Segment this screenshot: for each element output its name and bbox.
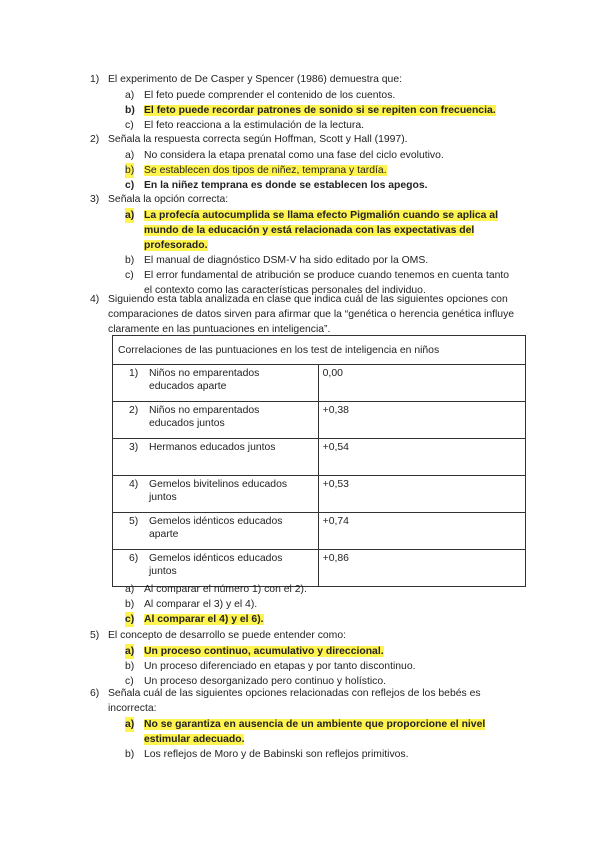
correlation-table (112, 335, 526, 587)
option-correct (125, 612, 530, 627)
option-text: Los reflejos de Moro y de Babinski son reflejos primitivos. (144, 749, 409, 760)
option-highlighted (125, 163, 530, 178)
option (125, 253, 520, 268)
question-text: Señala la respuesta correcta según Hoffman, Scott y Hall (1997). (108, 134, 408, 145)
option (125, 148, 530, 163)
option-letter: a) (125, 719, 135, 730)
question-6 (90, 686, 530, 762)
row-value: +0,86 (318, 550, 525, 587)
option (125, 178, 530, 193)
row-label: Niños no emparentados educados aparte (149, 368, 260, 392)
option-text: Se establecen dos tipos de niñez, temprana y tardía. (144, 165, 387, 176)
option-text: El error fundamental de atribución se produce cuando tenemos en cuenta tanto el contexto como las características personales del individuo. (144, 270, 510, 296)
option (125, 582, 530, 597)
question-2 (90, 132, 530, 193)
option (125, 597, 530, 612)
question-number: 2) (90, 134, 100, 145)
question-text: Señala cuál de las siguientes opciones relacionadas con reflejos de los bebés es incorrecta: (108, 688, 481, 714)
question-text: El experimento de De Casper y Spencer (1986) demuestra que: (108, 74, 402, 85)
row-label: Hermanos educados juntos (149, 442, 276, 453)
option-letter: c) (125, 270, 134, 281)
row-number: 2) (129, 405, 139, 416)
option-text: El manual de diagnóstico DSM-V ha sido editado por la OMS. (144, 255, 429, 266)
option (125, 88, 530, 103)
question-text: El concepto de desarrollo se puede entender como: (108, 630, 346, 641)
table-header: Correlaciones de las puntuaciones en los test de inteligencia en niños (113, 336, 526, 365)
question-3 (90, 192, 530, 298)
row-label: Niños no emparentados educados juntos (149, 405, 260, 429)
question-text: Siguiendo esta tabla analizada en clase que indica cuál de las siguientes opciones con comparaciones de datos sirven para afirmar que la “genética o herencia genética influye claramente en las puntuaciones en inteligencia”. (108, 294, 515, 335)
row-number: 3) (129, 442, 139, 453)
option-letter: a) (125, 150, 135, 161)
option-letter: c) (125, 614, 135, 625)
option-text: No considera la etapa prenatal como una fase del ciclo evolutivo. (144, 150, 444, 161)
question-number: 1) (90, 74, 100, 85)
row-value: +0,74 (318, 513, 525, 550)
row-label: Gemelos idénticos educados aparte (149, 516, 283, 540)
table-row (113, 402, 526, 439)
option-text: En la niñez temprana es donde se establecen los apegos. (144, 180, 428, 191)
row-number: 6) (129, 553, 139, 564)
option-text: Al comparar el 4) y el 6). (144, 614, 264, 625)
option (125, 659, 530, 674)
row-label: Gemelos idénticos educados juntos (149, 553, 283, 577)
option-letter: b) (125, 255, 135, 266)
question-number: 6) (90, 688, 100, 699)
option-correct (125, 644, 530, 659)
option-text: Un proceso continuo, acumulativo y direccional. (144, 646, 384, 657)
option-text: La profecía autocumplida se llama efecto Pigmalión cuando se aplica al mundo de la educación y está relacionada con las expectativas del profesorado. (144, 210, 498, 251)
option-text: El feto puede comprender el contenido de los cuentos. (144, 90, 396, 101)
row-number: 4) (129, 479, 139, 490)
table-row (113, 439, 526, 476)
question-text: Señala la opción correcta: (108, 194, 229, 205)
option-text: Un proceso desorganizado pero continuo y holístico. (144, 676, 387, 687)
option-text: Al comparar el número 1) con el 2). (144, 584, 307, 595)
question-4 (90, 292, 530, 337)
row-value: 0,00 (318, 365, 525, 402)
row-value: +0,54 (318, 439, 525, 476)
row-number: 5) (129, 516, 139, 527)
row-value: +0,38 (318, 402, 525, 439)
table-row (113, 365, 526, 402)
question-5 (90, 628, 530, 689)
option-letter: a) (125, 90, 135, 101)
table-row (113, 550, 526, 587)
option-letter: b) (125, 599, 135, 610)
option-text: El feto reacciona a la estimulación de la lectura. (144, 120, 365, 131)
option-letter: b) (125, 661, 135, 672)
option-letter: c) (125, 120, 134, 131)
question-number: 5) (90, 630, 100, 641)
row-label: Gemelos bivitelinos educados juntos (149, 479, 288, 503)
table-row (113, 513, 526, 550)
option-letter: a) (125, 584, 135, 595)
option-letter: c) (125, 676, 134, 687)
option-text: Al comparar el 3) y el 4). (144, 599, 258, 610)
option-letter: b) (125, 165, 135, 176)
option-letter: b) (125, 749, 135, 760)
option-correct (125, 717, 520, 747)
question-number: 4) (90, 294, 100, 305)
option-letter: a) (125, 646, 135, 657)
option-correct (125, 103, 530, 118)
option-correct (125, 208, 520, 253)
option (125, 118, 530, 133)
option-letter: a) (125, 210, 135, 221)
table-row (113, 476, 526, 513)
question-number: 3) (90, 194, 100, 205)
question-1 (90, 72, 530, 133)
option-text: El feto puede recordar patrones de sonido si se repiten con frecuencia. (144, 105, 496, 116)
question-4-options (90, 582, 530, 627)
row-number: 1) (129, 368, 139, 379)
option-text: No se garantiza en ausencia de un ambiente que proporcione el nivel estimular adecuado. (144, 719, 486, 745)
option-text: Un proceso diferenciado en etapas y por tanto discontinuo. (144, 661, 416, 672)
row-value: +0,53 (318, 476, 525, 513)
option (125, 747, 520, 762)
option-letter: c) (125, 180, 135, 191)
option-letter: b) (125, 105, 135, 116)
